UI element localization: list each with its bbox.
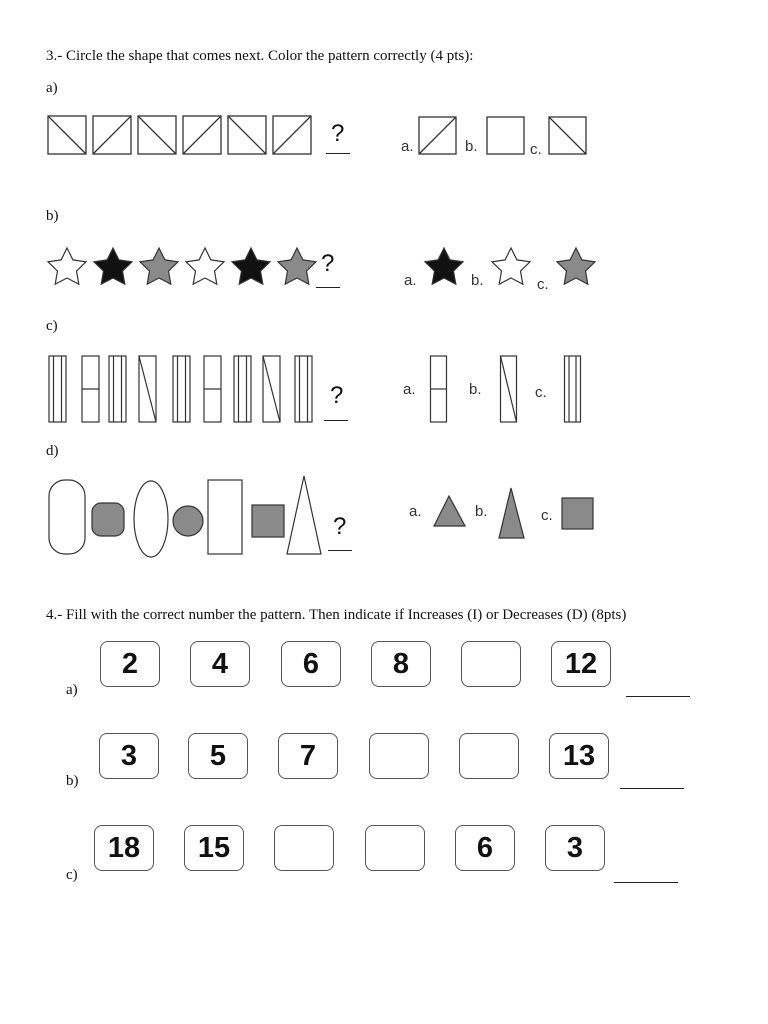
option-b-label: b. [469, 381, 482, 398]
option-a-label: a. [409, 503, 422, 520]
option-b-rect-diagonal[interactable] [499, 355, 519, 425]
option-c-rect-vertical-line[interactable] [563, 355, 583, 425]
star-gray-2 [278, 248, 316, 284]
increase-decrease-blank[interactable] [620, 788, 684, 789]
empty-number-box[interactable] [274, 825, 334, 871]
rect-vertical-line-3 [173, 356, 190, 422]
answer-blank[interactable] [316, 287, 340, 288]
number-box: 5 [188, 733, 248, 779]
option-c-label: c. [541, 507, 553, 524]
rounded-rect-outline [49, 480, 85, 554]
empty-number-box[interactable] [365, 825, 425, 871]
rect-vertical-line-5 [295, 356, 312, 422]
rect-vertical-line-4 [234, 356, 251, 422]
gray-rounded-square [92, 503, 124, 536]
option-b-square[interactable] [486, 116, 526, 156]
row-c-label: c) [66, 867, 78, 883]
empty-number-box[interactable] [459, 733, 519, 779]
star-black-1 [94, 248, 132, 284]
number-box: 3 [99, 733, 159, 779]
option-c-gray-star[interactable] [554, 245, 598, 289]
option-a-label: a. [401, 138, 414, 155]
option-a-label: a. [404, 272, 417, 289]
option-c-label: c. [537, 276, 549, 293]
mixed-shape-sequence [46, 474, 326, 560]
number-box: 6 [281, 641, 341, 687]
question-mark: ? [330, 382, 344, 409]
tall-triangle-outline [287, 476, 321, 554]
option-a-label: a. [403, 381, 416, 398]
number-box: 8 [371, 641, 431, 687]
number-box: 12 [551, 641, 611, 687]
empty-number-box[interactable] [461, 641, 521, 687]
option-a-square-diagonal[interactable] [418, 116, 458, 156]
item-c-label: c) [46, 318, 58, 334]
tall-rectangle-outline [208, 480, 242, 554]
row-a-label: a) [66, 682, 78, 698]
question-3-title: 3.- Circle the shape that comes next. Color the pattern correctly (4 pts): [46, 48, 474, 64]
rect-vertical-line-2 [109, 356, 126, 422]
option-c-label: c. [530, 141, 542, 158]
number-box: 6 [455, 825, 515, 871]
rectangle-sequence [46, 354, 318, 426]
option-b-outline-star[interactable] [489, 245, 533, 289]
answer-blank[interactable] [326, 153, 350, 154]
gray-square [252, 505, 284, 537]
empty-number-box[interactable] [369, 733, 429, 779]
rect-vertical-line-1 [49, 356, 66, 422]
star-outline-2 [186, 248, 224, 284]
question-mark: ? [321, 250, 335, 277]
item-d-label: d) [46, 443, 59, 459]
number-box: 2 [100, 641, 160, 687]
option-a-black-star[interactable] [422, 245, 466, 289]
star-gray-1 [140, 248, 178, 284]
number-box: 13 [549, 733, 609, 779]
item-b-label: b) [46, 208, 59, 224]
answer-blank[interactable] [328, 550, 352, 551]
increase-decrease-blank[interactable] [614, 882, 678, 883]
question-4-title: 4.- Fill with the correct number the pattern. Then indicate if Increases (I) or Decreases (D) (8pts) [46, 607, 627, 623]
option-c-gray-square[interactable] [560, 496, 596, 532]
option-c-square-diagonal[interactable] [548, 116, 588, 156]
row-b-label: b) [66, 773, 79, 789]
number-box: 18 [94, 825, 154, 871]
option-c-label: c. [535, 384, 547, 401]
option-b-label: b. [475, 503, 488, 520]
option-a-gray-triangle[interactable] [431, 493, 469, 529]
question-mark: ? [333, 513, 347, 540]
increase-decrease-blank[interactable] [626, 696, 690, 697]
star-black-2 [232, 248, 270, 284]
option-b-tall-gray-triangle[interactable] [497, 486, 527, 540]
ellipse-outline [134, 481, 168, 557]
star-sequence [46, 244, 318, 292]
option-b-label: b. [465, 138, 478, 155]
number-box: 4 [190, 641, 250, 687]
star-outline-1 [48, 248, 86, 284]
number-box: 7 [278, 733, 338, 779]
square-diagonal-sequence [46, 112, 316, 158]
question-mark: ? [331, 120, 345, 147]
answer-blank[interactable] [324, 420, 348, 421]
number-box: 15 [184, 825, 244, 871]
option-b-label: b. [471, 272, 484, 289]
number-box: 3 [545, 825, 605, 871]
option-a-rect-horizontal-line[interactable] [429, 355, 449, 425]
gray-circle [173, 506, 203, 536]
item-a-label: a) [46, 80, 58, 96]
